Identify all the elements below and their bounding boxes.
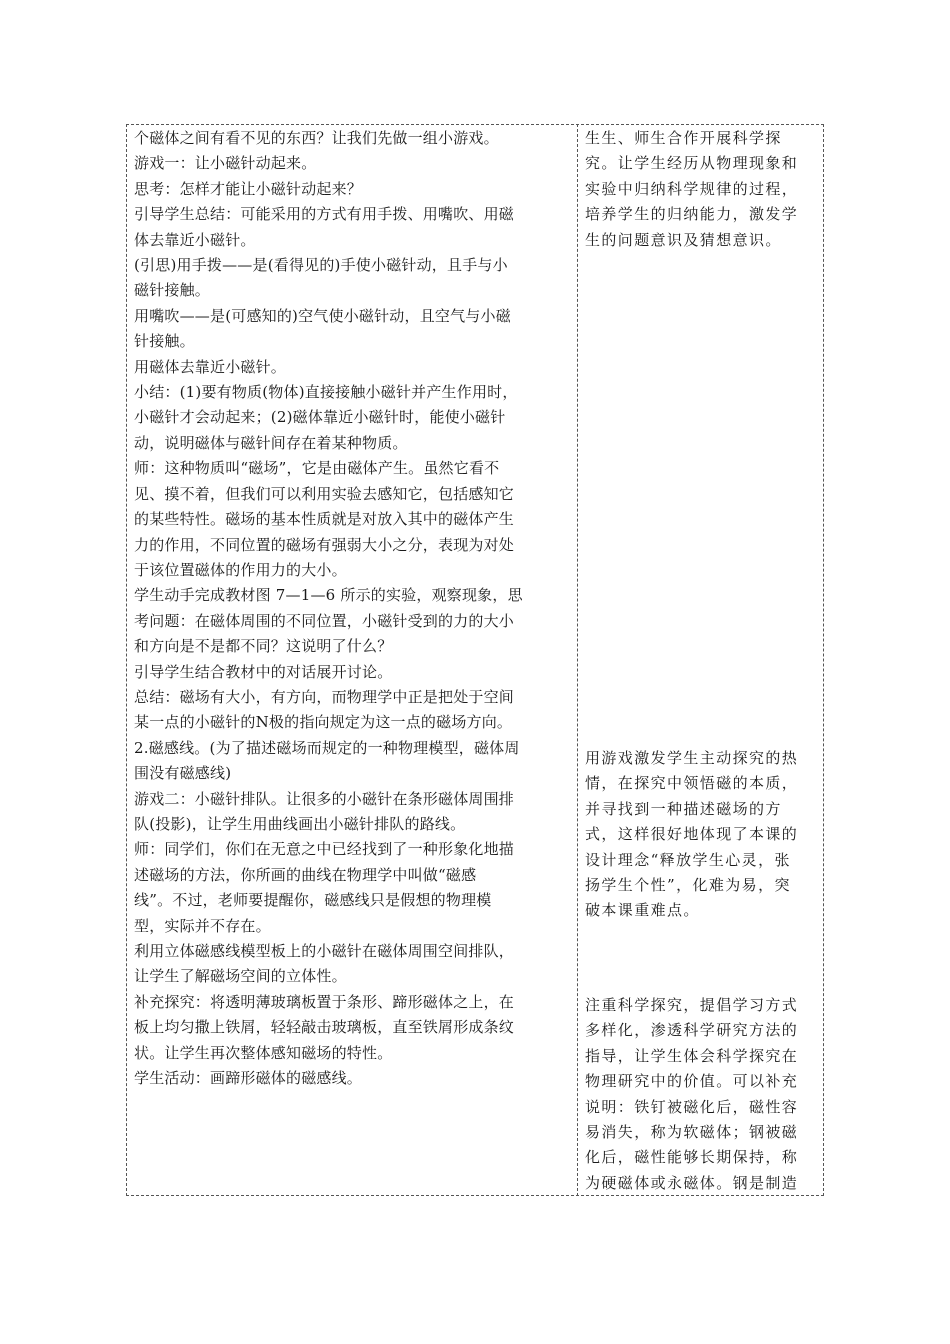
process-line: 师：这种物质叫“磁场”，它是由磁体产生。虽然它看不: [134, 459, 500, 478]
note-line: 生生、师生合作开展科学探: [585, 129, 782, 147]
process-line: 体去靠近小磁针。: [134, 230, 256, 249]
note-line: 究。让学生经历从物理现象和: [585, 154, 799, 173]
note-line: 用游戏激发学生主动探究的热: [585, 749, 799, 767]
process-line: (引思)用手拨——是(看得见的)手使小磁针动，且手与小: [134, 256, 508, 275]
note-line: 并寻找到一种描述磁场的方: [585, 799, 782, 818]
process-line: 学生动手完成教材图 7—1—6 所示的实验，观察现象，思: [134, 586, 523, 605]
process-line: 考问题：在磁体周围的不同位置，小磁针受到的力的大小: [134, 611, 515, 630]
process-line: 补充探究：将透明薄玻璃板置于条形、蹄形磁体之上，在: [134, 992, 515, 1011]
process-line: 见、摸不着，但我们可以利用实验去感知它，包括感知它: [134, 484, 515, 503]
note-line: 化后，磁性能够长期保持，称: [585, 1148, 799, 1167]
column-divider: [577, 124, 578, 1196]
note-line: 为硬磁体或永磁体。钢是制造: [585, 1173, 799, 1192]
process-line: 小结：(1)要有物质(物体)直接接触小磁针并产生作用时，: [134, 383, 518, 402]
note-line: 易消失，称为软磁体；钢被磁: [585, 1123, 799, 1142]
design-note-2: [585, 746, 817, 924]
note-line: 实验中归纳科学规律的过程，: [585, 179, 799, 198]
note-line: 破本课重难点。: [585, 901, 700, 920]
process-line: 线”。不过，老师要提醒你，磁感线只是假想的物理模: [134, 891, 492, 910]
process-line: 引导学生总结：可能采用的方式有用手拨、用嘴吹、用磁: [134, 205, 515, 224]
note-line: 培养学生的归纳能力，激发学: [585, 205, 799, 224]
process-line: 用磁体去靠近小磁针。: [134, 357, 287, 376]
note-line: 情，在探究中领悟磁的本质，: [585, 774, 799, 793]
design-intent-column: [585, 126, 817, 1194]
process-line: 2.磁感线。(为了描述磁场而规定的一种物理模型，磁体周: [134, 738, 520, 757]
note-line: 生的问题意识及猜想意识。: [585, 230, 782, 249]
process-line: 述磁场的方法，你所画的曲线在物理学中叫做“磁感: [134, 865, 477, 884]
process-line: 思考：怎样才能让小磁针动起来？: [134, 179, 363, 198]
note-line: 说明：铁钉被磁化后，磁性容: [585, 1097, 799, 1116]
process-line: 小磁针才会动起来；(2)磁体靠近小磁针时，能使小磁针: [134, 408, 506, 427]
process-line: 个磁体之间有看不见的东西？让我们先做一组小游戏。: [134, 129, 499, 147]
process-line: 动，说明磁体与磁针间存在着某种物质。: [134, 433, 408, 452]
process-line: 状。让学生再次整体感知磁场的特性。: [134, 1043, 393, 1062]
process-line: 的某些特性。磁场的基本性质就是对放入其中的磁体产生: [134, 510, 515, 529]
process-line: 某一点的小磁针的N极的指向规定为这一点的磁场方向。: [134, 713, 513, 732]
process-line: 让学生了解磁场空间的立体性。: [134, 967, 347, 986]
process-line: 力的作用，不同位置的磁场有强弱大小之分，表现为对处: [134, 535, 515, 554]
note-line: 多样化，渗透科学研究方法的: [585, 1021, 799, 1040]
design-note-1: [585, 126, 817, 253]
process-line: 用嘴吹——是(可感知的)空气使小磁针动，且空气与小磁: [134, 306, 511, 325]
note-line: 扬学生个性”，化难为易，突: [585, 876, 791, 895]
note-line: 设计理念“释放学生心灵，张: [585, 850, 791, 869]
teaching-process-column: [134, 126, 564, 1091]
process-line: 针接触。: [134, 332, 195, 351]
process-line: 利用立体磁感线模型板上的小磁针在磁体周围空间排队，: [134, 942, 515, 960]
process-line: 师：同学们，你们在无意之中已经找到了一种形象化地描: [134, 840, 515, 859]
process-line: 学生活动：画蹄形磁体的磁感线。: [134, 1069, 363, 1088]
note-line: 物理研究中的价值。可以补充: [585, 1072, 799, 1091]
process-line: 型，实际并不存在。: [134, 916, 271, 935]
process-line: 板上均匀撒上铁屑，轻轻敲击玻璃板，直至铁屑形成条纹: [134, 1018, 515, 1037]
process-line: 队(投影)，让学生用曲线画出小磁针排队的路线。: [134, 814, 466, 833]
note-line: 式，这样很好地体现了本课的: [585, 825, 799, 844]
process-line: 游戏一：让小磁针动起来。: [134, 154, 317, 173]
process-line: 游戏二：小磁针排队。让很多的小磁针在条形磁体周围排: [134, 789, 515, 808]
process-line: 于该位置磁体的作用力的大小。: [134, 560, 347, 579]
process-line: 围没有磁感线): [134, 764, 232, 783]
note-line: 指导，让学生体会科学探究在: [585, 1046, 799, 1065]
process-line: 引导学生结合教材中的对话展开讨论。: [134, 662, 393, 681]
design-note-3: [585, 993, 817, 1196]
note-line: 注重科学探究，提倡学习方式: [585, 996, 799, 1014]
process-line: 和方向是不是都不同？这说明了什么？: [134, 637, 393, 656]
process-line: 磁针接触。: [134, 281, 211, 300]
process-line: 总结：磁场有大小，有方向，而物理学中正是把处于空间: [134, 687, 515, 706]
